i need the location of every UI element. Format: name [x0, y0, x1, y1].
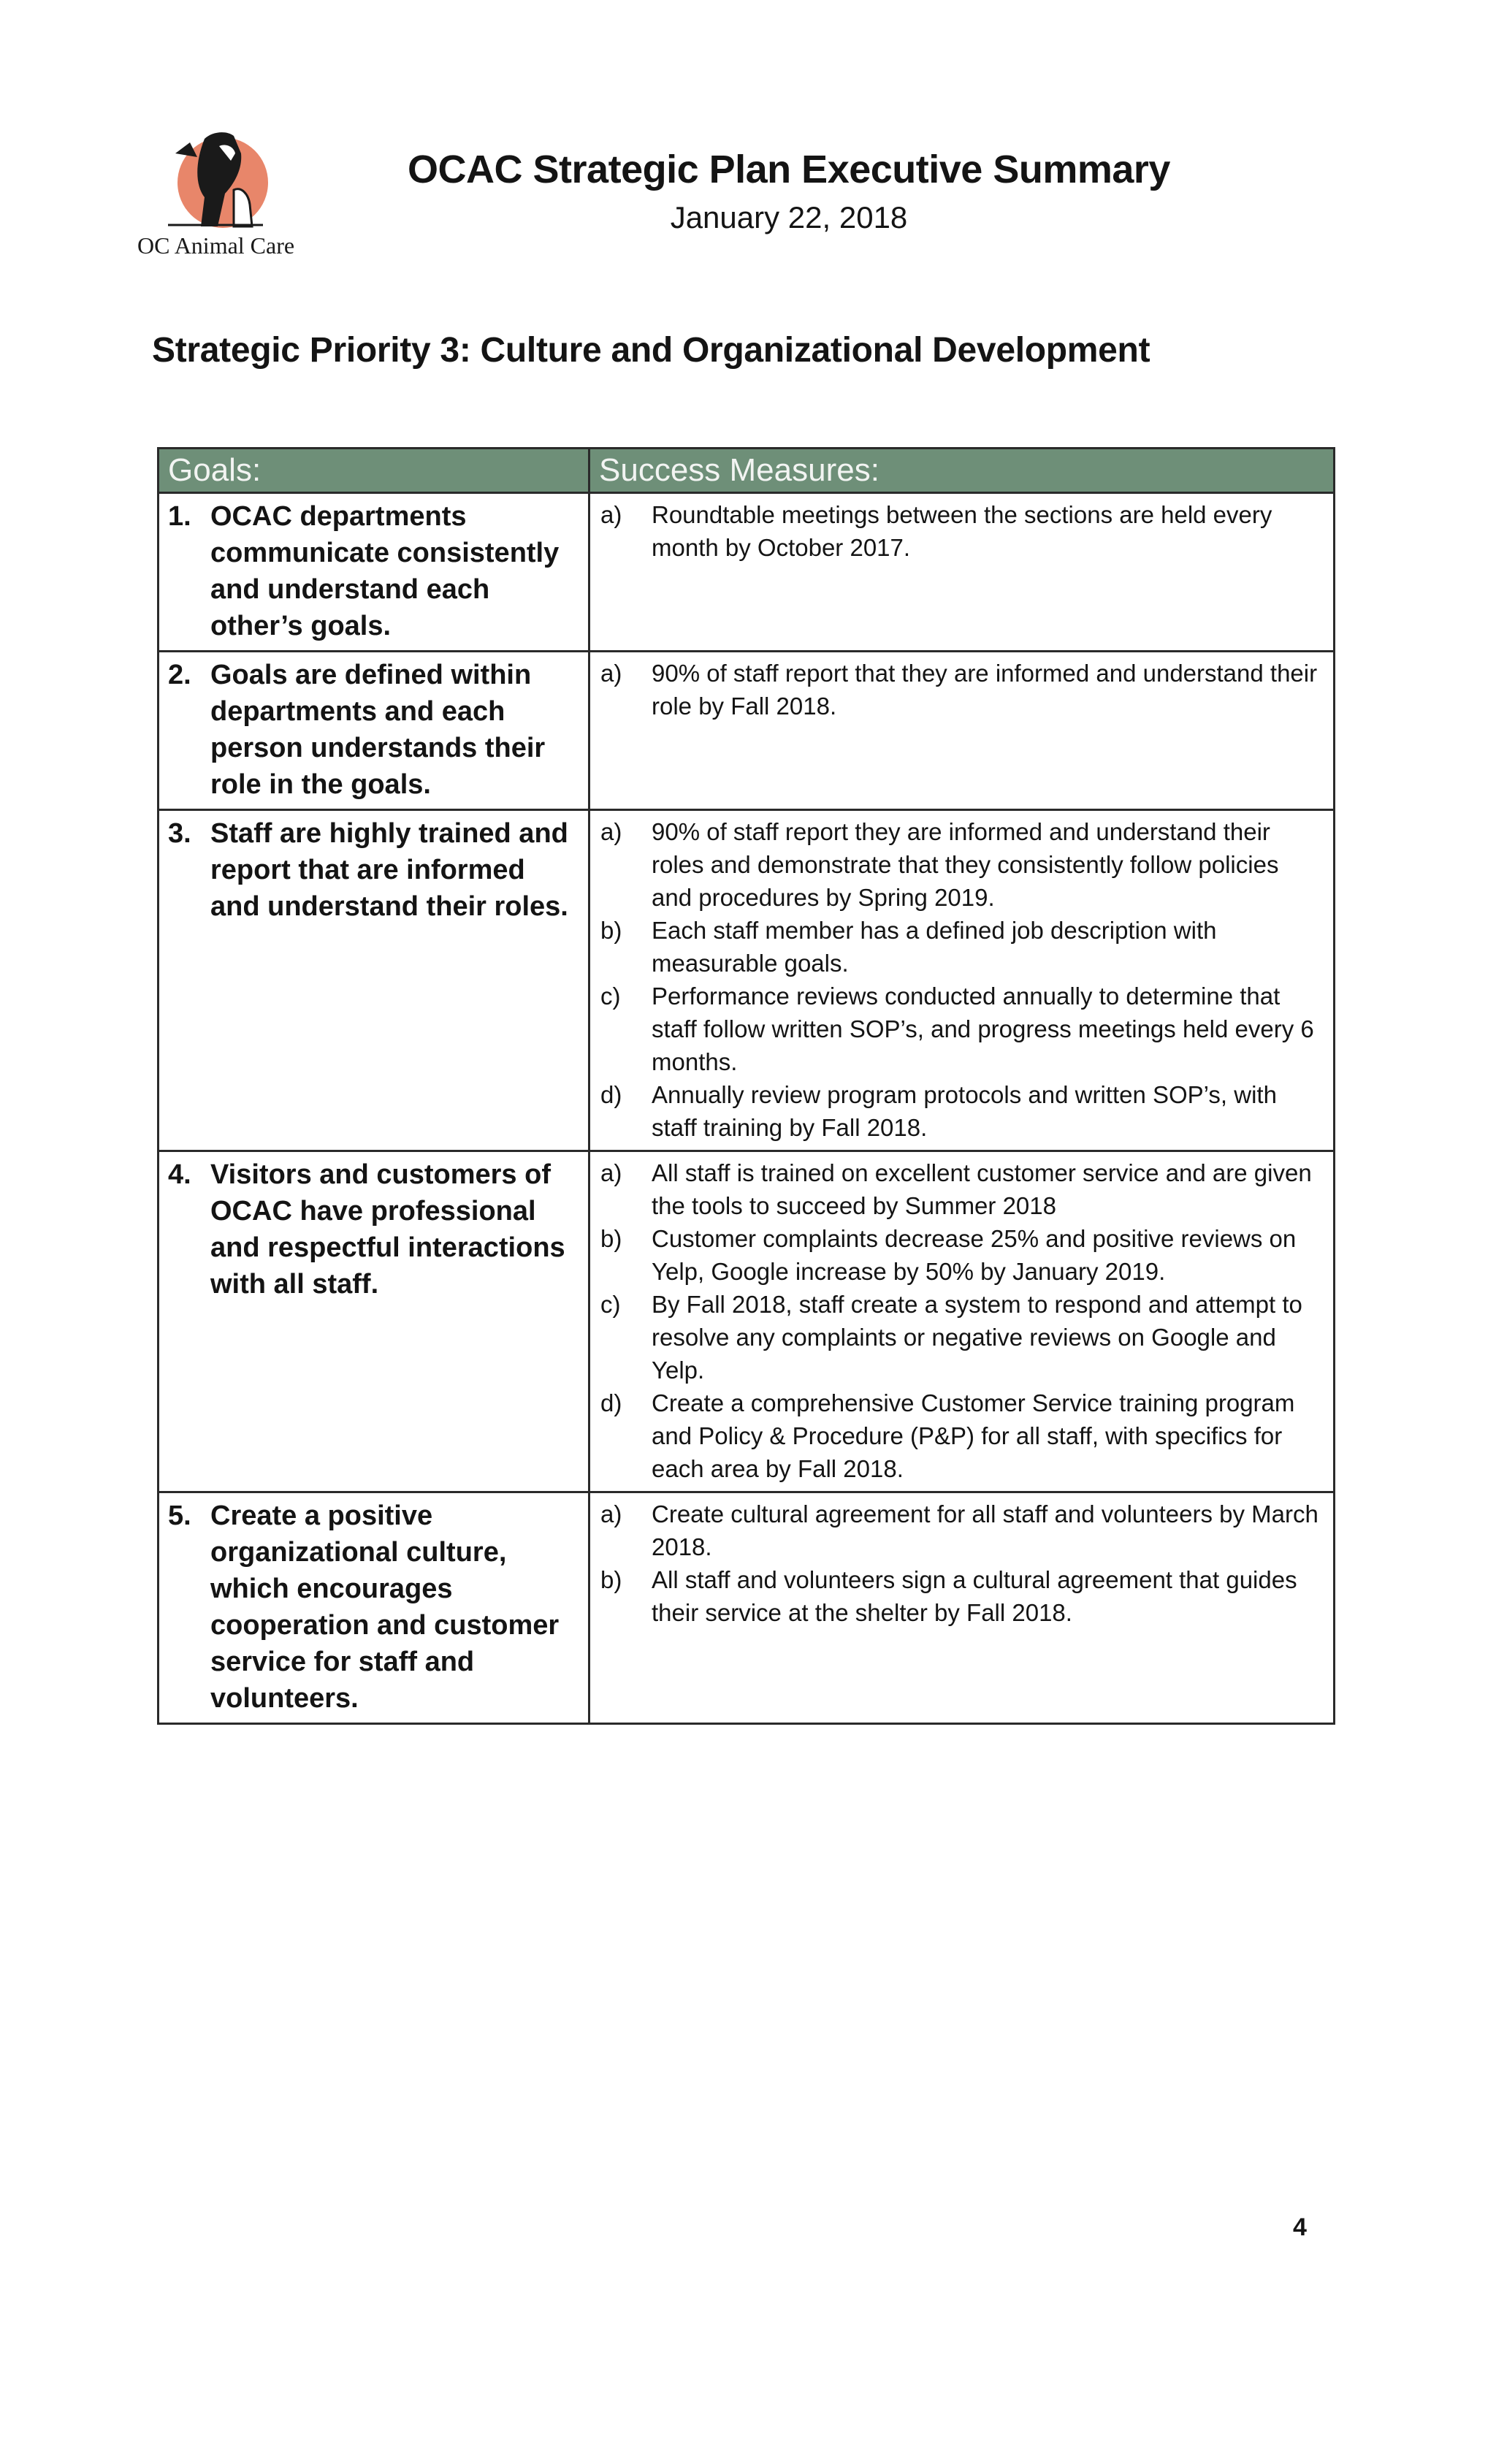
goal-item: [168, 498, 581, 644]
success-measures-cell: [589, 652, 1335, 810]
measure-letter: a): [600, 1500, 622, 1527]
measure-text: Annually review program protocols and written SOP’s, with staff training by Fall 2018.: [652, 1081, 1277, 1141]
goal-number: 5.: [168, 1500, 191, 1531]
success-measure-item: [600, 498, 1321, 564]
goal-cell: [159, 493, 589, 652]
measure-letter: b): [600, 1566, 622, 1593]
measure-text: All staff is trained on excellent customer service and are given the tools to succeed by Summer 2018: [652, 1159, 1312, 1219]
success-measures-cell: [589, 1492, 1335, 1724]
measure-text: 90% of staff report they are informed and understand their roles and demonstrate that they consistently follow policies and procedures by Spring 2019.: [652, 818, 1279, 911]
goal-item: [168, 1498, 581, 1717]
success-measures-cell: [589, 810, 1335, 1151]
measure-text: Create a comprehensive Customer Service training program and Policy & Procedure (P&P) for all staff, with specifics for each area by Fall 2018.: [652, 1389, 1295, 1482]
success-measure-item: [600, 914, 1321, 980]
success-measure-item: [600, 1563, 1321, 1629]
header-title-block: [358, 146, 1220, 237]
table-row: [159, 810, 1335, 1151]
page-header: [131, 124, 1410, 270]
success-measure-item: [600, 1078, 1321, 1144]
goal-text: Create a positive organizational culture, which encourages cooperation and customer service for staff and volunteers.: [210, 1500, 560, 1714]
goal-cell: [159, 652, 589, 810]
success-measure-item: [600, 1498, 1321, 1563]
success-measure-item: [600, 1156, 1321, 1222]
goal-text: Goals are defined within departments and each person understands their role in the goals.: [210, 660, 546, 800]
table-row: [159, 493, 1335, 652]
success-measure-item: [600, 1288, 1321, 1387]
measure-letter: d): [600, 1389, 622, 1416]
measure-text: By Fall 2018, staff create a system to respond and attempt to resolve any complaints or negative reviews on Google and Yelp.: [652, 1291, 1302, 1384]
success-measures-column-header: Success Measures:: [589, 449, 1335, 493]
measure-letter: b): [600, 917, 622, 944]
measure-text: Create cultural agreement for all staff and volunteers by March 2018.: [652, 1500, 1318, 1560]
goal-cell: [159, 1492, 589, 1724]
goals-table-body: [159, 493, 1335, 1724]
goal-text: Staff are highly trained and report that are informed and understand their roles.: [210, 818, 568, 922]
strategic-priority-heading: Strategic Priority 3: Culture and Organizational Development: [152, 331, 1150, 370]
oc-animal-care-logo: [131, 124, 307, 270]
goal-cell: [159, 810, 589, 1151]
measure-text: Performance reviews conducted annually to determine that staff follow written SOP’s, and progress meetings held every 6 months.: [652, 983, 1314, 1075]
goal-text: Visitors and customers of OCAC have professional and respectful interactions with all staff.: [210, 1159, 565, 1300]
success-measure-item: [600, 815, 1321, 914]
goal-number: 2.: [168, 660, 191, 690]
measure-text: All staff and volunteers sign a cultural agreement that guides their service at the shelter by Fall 2018.: [652, 1566, 1297, 1626]
success-measure-item: [600, 1387, 1321, 1485]
measure-letter: a): [600, 1159, 622, 1186]
logo-text: OC Animal Care: [137, 232, 295, 259]
goal-text: OCAC departments communicate consistently and understand each other’s goals.: [210, 501, 560, 641]
goal-number: 1.: [168, 501, 191, 532]
measure-text: Each staff member has a defined job description with measurable goals.: [652, 917, 1217, 977]
success-measure-item: [600, 657, 1321, 722]
table-row: [159, 652, 1335, 810]
measure-letter: a): [600, 501, 622, 528]
goal-cell: [159, 1151, 589, 1492]
measure-text: Roundtable meetings between the sections are held every month by October 2017.: [652, 501, 1272, 561]
goals-column-header: Goals:: [159, 449, 589, 493]
success-measure-item: [600, 1222, 1321, 1288]
goals-table: [157, 447, 1335, 1725]
measure-letter: d): [600, 1081, 622, 1108]
table-row: [159, 1151, 1335, 1492]
measure-letter: a): [600, 818, 622, 845]
success-measure-item: [600, 980, 1321, 1078]
measure-letter: c): [600, 1291, 621, 1318]
goal-item: [168, 657, 581, 803]
measure-letter: a): [600, 660, 622, 687]
page-number: 4: [1293, 2213, 1307, 2241]
goal-number: 3.: [168, 818, 191, 849]
goals-table-wrapper: [157, 447, 1333, 1725]
measure-letter: c): [600, 983, 621, 1010]
goal-item: [168, 815, 581, 925]
success-measures-cell: [589, 1151, 1335, 1492]
measure-text: 90% of staff report that they are informed and understand their role by Fall 2018.: [652, 660, 1318, 720]
document-date: January 22, 2018: [670, 200, 908, 234]
measure-letter: b): [600, 1225, 622, 1252]
table-header-row: [159, 449, 1335, 493]
goal-number: 4.: [168, 1159, 191, 1190]
goal-item: [168, 1156, 581, 1302]
table-row: [159, 1492, 1335, 1724]
success-measures-cell: [589, 493, 1335, 652]
document-title: OCAC Strategic Plan Executive Summary: [408, 148, 1170, 191]
measure-text: Customer complaints decrease 25% and positive reviews on Yelp, Google increase by 50% by January 2019.: [652, 1225, 1297, 1285]
